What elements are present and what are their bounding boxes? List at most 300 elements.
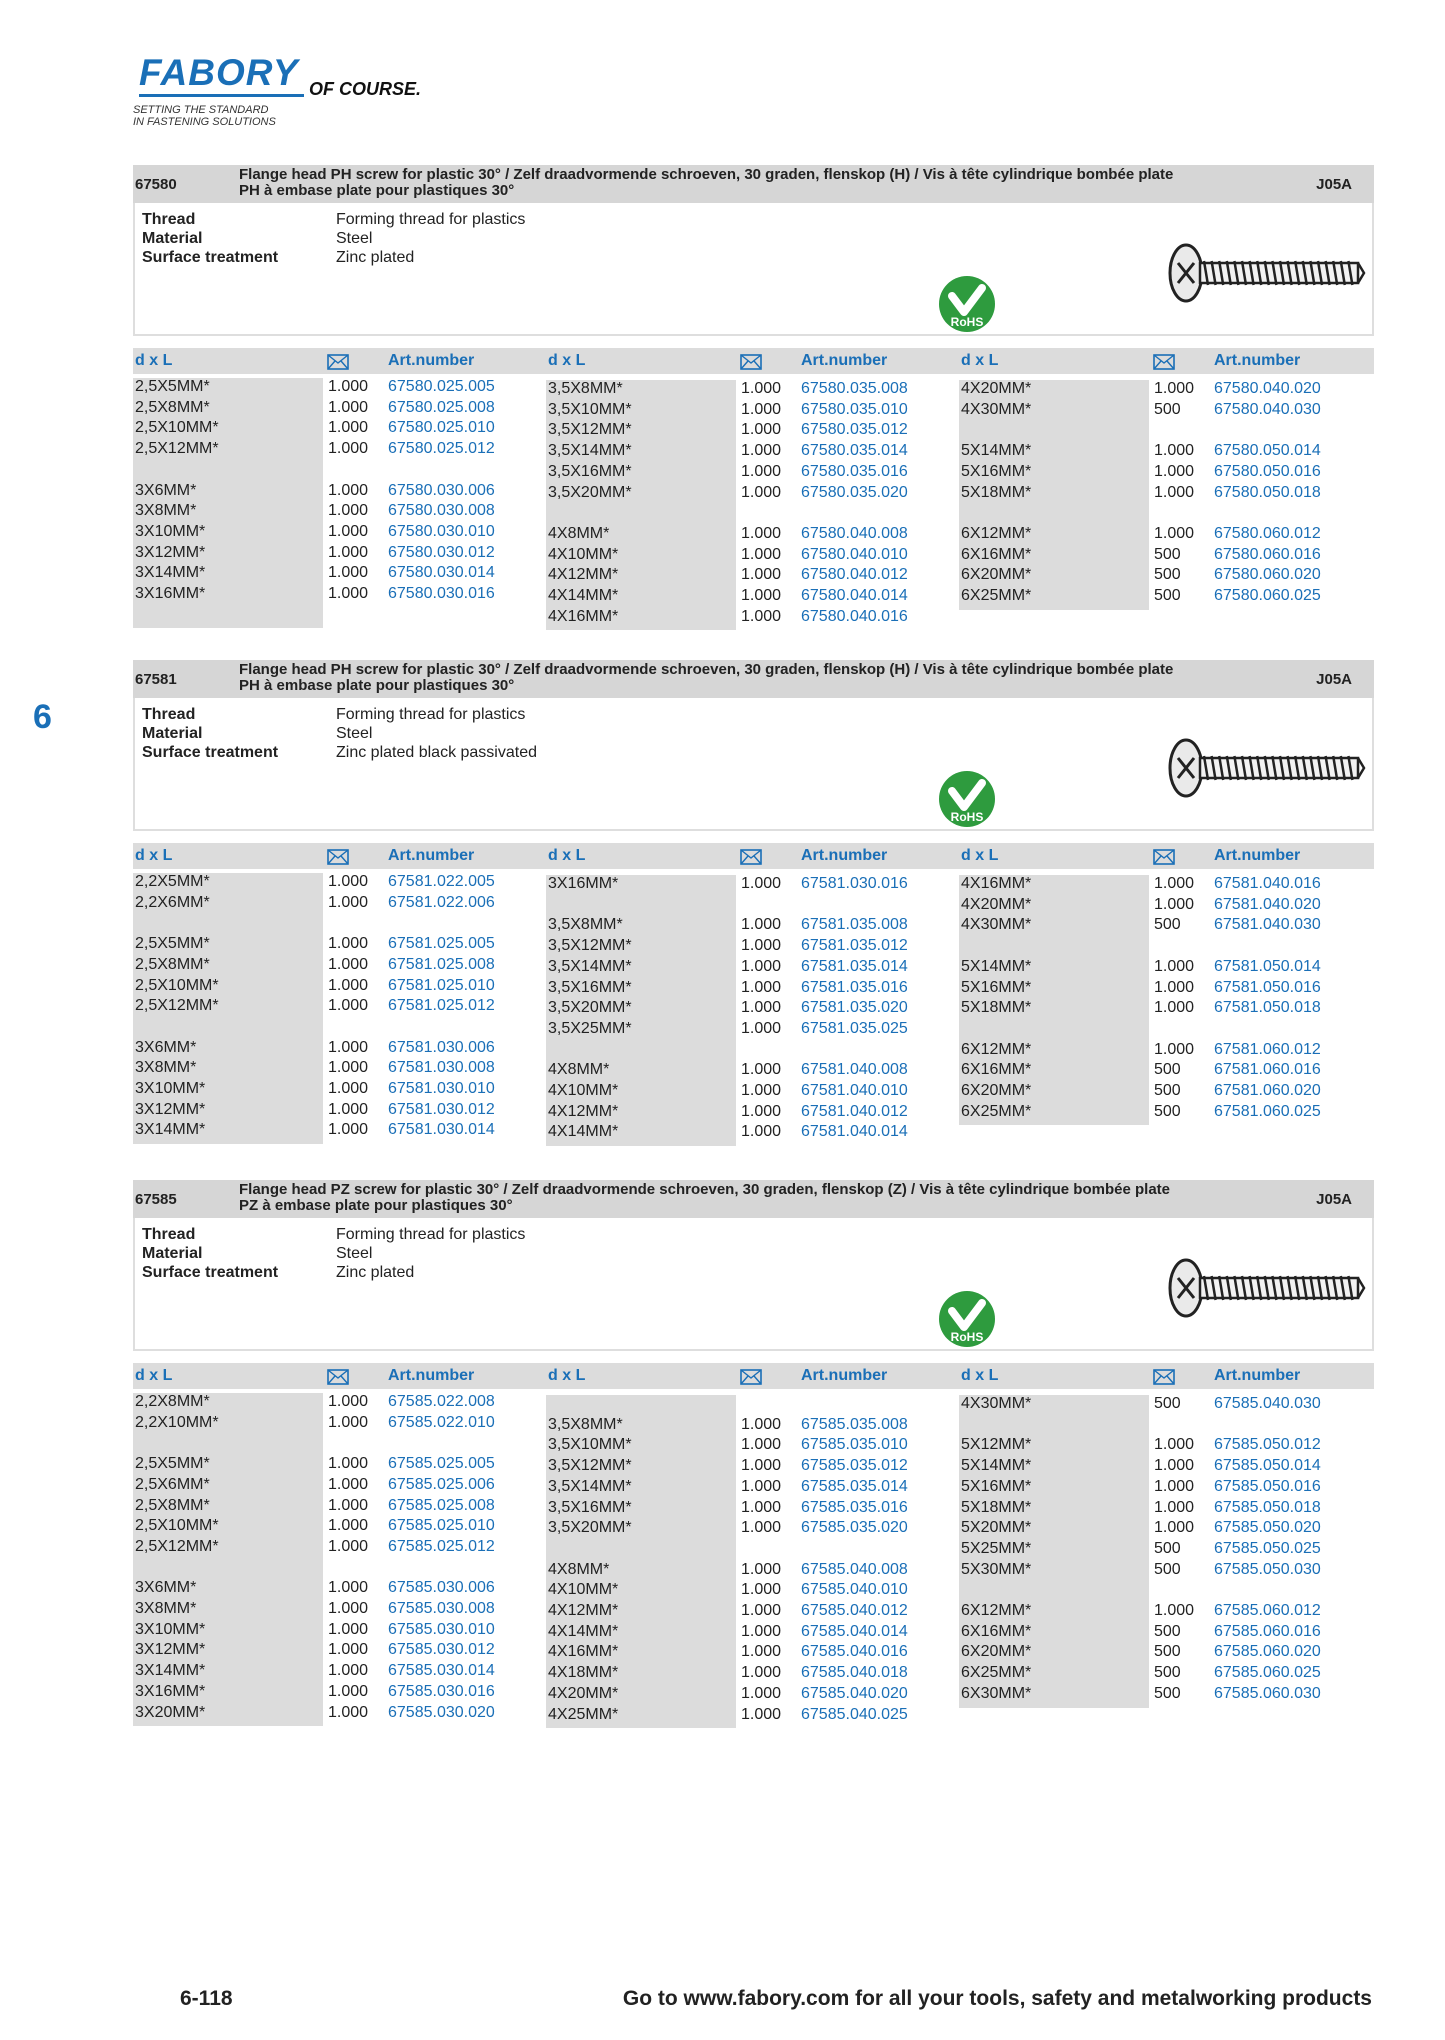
pack-quantity: 1.000 [1154,957,1195,975]
article-number[interactable]: 67581.035.020 [801,999,908,1017]
article-number[interactable]: 67580.030.016 [388,585,495,602]
dimension: 4X16MM* [961,875,1032,892]
rohs-badge-icon [936,769,998,829]
article-number[interactable]: 67585.050.025 [1214,1539,1321,1557]
dimension: 5X16MM* [961,1477,1032,1495]
dimension: 4X12MM* [548,1602,619,1619]
pack-quantity: 1.000 [1154,442,1195,460]
pack-quantity: 1.000 [741,483,782,501]
article-number[interactable]: 67585.025.010 [388,1517,495,1535]
column-header-dxl: d x L [135,352,173,369]
dimension: 3,5X25MM* [548,1019,632,1037]
column-header-art: Art.number [388,847,475,864]
article-number[interactable]: 67585.030.014 [388,1662,495,1680]
dimension: 3X20MM* [135,1703,206,1721]
dimension: 2,5X12MM* [135,997,219,1015]
article-number[interactable]: 67581.040.014 [801,1123,908,1141]
dimension: 4X20MM* [961,380,1032,397]
pack-quantity: 1.000 [741,1664,782,1682]
dimension: 3,5X12MM* [548,937,632,955]
article-number[interactable]: 67580.025.005 [388,378,495,395]
article-number[interactable]: 67581.025.008 [388,955,495,973]
tagline-line-2: IN FASTENING SOLUTIONS [133,116,276,128]
pack-quantity: 1.000 [741,875,782,892]
pack-quantity: 1.000 [328,1038,369,1056]
article-number[interactable]: 67581.060.020 [1214,1082,1321,1099]
brand-underline [139,94,304,97]
dimension: 4X10MM* [548,1082,619,1099]
article-number[interactable]: 67581.060.012 [1214,1040,1321,1058]
dimension: 4X20MM* [961,895,1032,913]
article-number[interactable]: 67581.050.016 [1214,978,1321,996]
pack-quantity: 1.000 [1154,1457,1195,1475]
article-number[interactable]: 67585.050.030 [1214,1560,1321,1578]
spec-value: Forming thread for plastics [336,211,526,228]
dimension: 4X20MM* [548,1684,619,1702]
dimension: 6X12MM* [961,1040,1032,1058]
dimension: 4X30MM* [961,400,1032,418]
article-number[interactable]: 67581.060.025 [1214,1102,1321,1120]
pack-quantity: 1.000 [741,421,782,439]
article-number[interactable]: 67581.060.016 [1214,1061,1321,1079]
article-number[interactable]: 67580.025.008 [388,398,495,416]
article-number[interactable]: 67581.040.012 [801,1102,908,1120]
pack-quantity: 1.000 [1154,483,1195,501]
package-icon [1153,1369,1175,1385]
spec-value: Steel [336,725,373,742]
dimension: 5X18MM* [961,999,1032,1017]
spec-label: Material [142,725,203,742]
pack-quantity: 1.000 [1154,978,1195,996]
pack-quantity: 1.000 [1154,1040,1195,1058]
pack-quantity: 1.000 [328,1413,369,1431]
title-line-1: Flange head PZ screw for plastic 30° / Zelf draadvormende schroeven, 30 graden, flenskop (Z) / Vis à tête cylindrique bombée plate [239,1181,1170,1198]
pack-quantity: 1.000 [741,462,782,480]
column-header-dxl: d x L [135,847,173,864]
rohs-badge [936,274,998,339]
article-number[interactable]: 67580.030.010 [388,522,495,540]
pack-quantity: 1.000 [741,1560,782,1578]
pack-quantity: 1.000 [1154,380,1195,397]
article-number[interactable]: 67581.022.006 [388,893,495,911]
pack-quantity: 1.000 [1154,462,1195,480]
spec-value: Steel [336,230,373,247]
article-number[interactable]: 67581.035.014 [801,957,908,975]
pack-quantity: 1.000 [741,566,782,584]
dimension: 4X10MM* [548,545,619,563]
article-number[interactable]: 67580.050.018 [1214,483,1321,501]
rohs-badge-icon [936,274,998,334]
article-number[interactable]: 67580.040.014 [801,587,908,604]
column-header-art: Art.number [388,352,475,369]
pack-quantity: 1.000 [741,1477,782,1495]
article-number[interactable]: 67585.030.008 [388,1600,495,1617]
pack-quantity: 1.000 [328,1121,369,1139]
article-number[interactable]: 67581.030.012 [388,1100,495,1118]
article-number[interactable]: 67585.060.025 [1214,1664,1321,1682]
pack-quantity: 1.000 [328,1475,369,1493]
article-number[interactable]: 67581.025.005 [388,935,495,953]
pack-quantity: 1.000 [741,1415,782,1433]
pack-quantity: 1.000 [741,545,782,563]
dimension: 4X18MM* [548,1664,619,1682]
rohs-text: RoHS [950,810,984,824]
pack-quantity: 500 [1154,1061,1181,1079]
article-number[interactable]: 67580.060.012 [1214,524,1321,542]
pack-quantity: 1.000 [741,1102,782,1120]
column-header-dxl: d x L [548,847,586,864]
article-number[interactable]: 67580.035.020 [801,483,908,501]
article-number[interactable]: 67581.050.014 [1214,957,1321,975]
article-number[interactable]: 67585.040.025 [801,1705,908,1723]
article-number[interactable]: 67580.040.010 [801,545,908,563]
dimension: 3,5X16MM* [548,978,632,996]
column-header-dxl: d x L [961,352,999,369]
pack-quantity: 1.000 [1154,999,1195,1017]
article-number[interactable]: 67581.040.008 [801,1061,908,1079]
article-number[interactable]: 67585.040.016 [801,1643,908,1661]
pack-quantity: 1.000 [1154,524,1195,542]
pack-quantity: 1.000 [328,1517,369,1535]
rohs-badge [936,1289,998,1354]
product-section-67581 [133,660,1374,1141]
title-line-2: PH à embase plate pour plastiques 30° [239,182,515,199]
pack-quantity: 1.000 [741,1457,782,1475]
spec-label: Surface treatment [142,1264,279,1281]
article-number[interactable]: 67585.050.014 [1214,1457,1321,1475]
article-number[interactable]: 67581.050.018 [1214,999,1321,1017]
article-number[interactable]: 67585.060.012 [1214,1602,1321,1619]
pack-quantity: 1.000 [328,522,369,540]
article-number[interactable]: 67585.035.014 [801,1477,908,1495]
article-number[interactable]: 67585.040.020 [801,1684,908,1702]
spec-label: Surface treatment [142,249,279,266]
dimension: 3X12MM* [135,1100,206,1118]
article-number[interactable]: 67585.022.008 [388,1393,495,1410]
article-number[interactable]: 67585.040.014 [801,1622,908,1640]
pack-quantity: 1.000 [741,1082,782,1099]
brand-name: FABORY [139,52,299,93]
pack-quantity: 500 [1154,587,1181,604]
dimension: 4X14MM* [548,587,619,604]
article-number[interactable]: 67585.025.008 [388,1496,495,1514]
pack-quantity: 1.000 [328,419,369,437]
article-number[interactable]: 67581.030.010 [388,1080,495,1097]
article-number[interactable]: 67581.035.012 [801,937,908,955]
article-number[interactable]: 67585.060.020 [1214,1643,1321,1661]
article-number[interactable]: 67585.025.005 [388,1455,495,1473]
category-code: J05A [1316,1191,1352,1208]
article-number[interactable]: 67585.030.016 [388,1682,495,1700]
dimension: 3X14MM* [135,564,206,582]
dimension: 6X25MM* [961,1664,1032,1682]
pack-quantity: 1.000 [328,873,369,890]
pack-quantity: 1.000 [328,1455,369,1473]
pack-quantity: 1.000 [741,1643,782,1661]
screw-illustration [1166,732,1366,809]
article-number[interactable]: 67581.030.016 [801,875,908,892]
column-header-art: Art.number [388,1367,475,1384]
pack-quantity: 1.000 [741,957,782,975]
dimension: 2,2X5MM* [135,873,210,890]
pack-quantity: 1.000 [328,955,369,973]
chapter-number: 6 [33,698,52,736]
article-number[interactable]: 67580.025.012 [388,440,495,458]
dimension: 6X16MM* [961,545,1032,563]
dimension: 4X12MM* [548,566,619,584]
product-section-67585 [133,1180,1374,1723]
article-number[interactable]: 67585.060.016 [1214,1622,1321,1640]
article-number[interactable]: 67581.030.014 [388,1121,495,1139]
article-number[interactable]: 67581.040.016 [1214,875,1321,892]
article-number[interactable]: 67580.040.020 [1214,380,1321,397]
article-number[interactable]: 67580.035.010 [801,400,908,418]
pack-quantity: 500 [1154,566,1181,584]
spec-value: Zinc plated black passivated [336,744,537,761]
article-number[interactable]: 67581.035.016 [801,978,908,996]
pack-quantity: 500 [1154,1082,1181,1099]
article-number[interactable]: 67580.035.012 [801,421,908,439]
article-number[interactable]: 67580.040.012 [801,566,908,584]
pack-quantity: 1.000 [741,442,782,460]
title-line-2: PZ à embase plate pour plastiques 30° [239,1197,513,1214]
dimension: 5X14MM* [961,442,1032,460]
package-icon [327,354,349,370]
screw-image [1166,1252,1366,1324]
spec-value: Steel [336,1245,373,1262]
article-number[interactable]: 67585.040.010 [801,1581,908,1599]
pack-quantity: 1.000 [1154,875,1195,892]
article-number[interactable]: 67580.035.008 [801,380,908,397]
page-number: 6-118 [180,1987,233,2010]
dimension: 6X12MM* [961,1602,1032,1619]
package-icon [327,1369,349,1385]
pack-quantity: 1.000 [328,1393,369,1410]
spec-panel [133,1218,1374,1351]
category-code: J05A [1316,671,1352,688]
article-number[interactable]: 67580.060.016 [1214,545,1321,563]
spec-label: Thread [142,1226,196,1243]
article-number[interactable]: 67585.035.010 [801,1436,908,1454]
pack-quantity: 1.000 [741,1019,782,1037]
pack-quantity: 1.000 [1154,895,1195,913]
pack-quantity: 1.000 [1154,1602,1195,1619]
article-number[interactable]: 67580.030.006 [388,481,495,499]
product-code: 67585 [135,1191,177,1208]
dimension: 3X10MM* [135,1080,206,1097]
article-number[interactable]: 67585.040.030 [1214,1395,1321,1412]
article-number[interactable]: 67580.040.008 [801,524,908,542]
product-code: 67581 [135,671,177,688]
dimension: 3,5X14MM* [548,1477,632,1495]
pack-quantity: 1.000 [328,502,369,520]
pack-quantity: 500 [1154,1664,1181,1682]
article-number[interactable]: 67585.025.012 [388,1537,495,1555]
article-number[interactable]: 67580.040.016 [801,607,908,625]
dimension: 3X10MM* [135,1620,206,1638]
brand-logo [133,52,433,132]
section-header [133,165,1374,203]
article-number[interactable]: 67585.035.008 [801,1415,908,1433]
article-number[interactable]: 67581.030.006 [388,1038,495,1056]
dimension: 2,5X8MM* [135,398,210,416]
dimension: 4X14MM* [548,1123,619,1141]
article-number[interactable]: 67580.030.008 [388,502,495,520]
article-number[interactable]: 67585.050.016 [1214,1477,1321,1495]
article-number[interactable]: 67585.030.010 [388,1620,495,1638]
pack-quantity: 1.000 [328,1496,369,1514]
dimension: 2,5X10MM* [135,1517,219,1535]
pack-quantity: 500 [1154,400,1181,418]
article-number[interactable]: 67580.035.014 [801,442,908,460]
dimension: 3,5X10MM* [548,400,632,418]
product-title [239,1182,1239,1214]
column-header-art: Art.number [1214,1367,1301,1384]
article-number[interactable]: 67581.035.008 [801,916,908,934]
dimension: 4X8MM* [548,1061,610,1079]
article-number[interactable]: 67581.025.012 [388,997,495,1015]
footer-text: Go to www.fabory.com for all your tools, safety and metalworking products [622,1987,1372,2010]
pack-quantity: 1.000 [741,1498,782,1516]
spec-label: Thread [142,706,196,723]
dimension: 3X6MM* [135,1038,197,1056]
article-number[interactable]: 67581.035.025 [801,1019,908,1037]
pack-quantity: 500 [1154,1622,1181,1640]
dimension: 3X14MM* [135,1662,206,1680]
dimension: 3,5X16MM* [548,1498,632,1516]
column-header-dxl: d x L [135,1367,173,1384]
dimension: 3,5X14MM* [548,442,632,460]
pack-quantity: 1.000 [741,524,782,542]
column-header-dxl: d x L [961,847,999,864]
article-number[interactable]: 67580.040.030 [1214,400,1321,418]
spec-panel [133,203,1374,336]
article-number[interactable]: 67580.030.014 [388,564,495,582]
article-number[interactable]: 67585.025.006 [388,1475,495,1493]
article-number[interactable]: 67580.060.020 [1214,566,1321,584]
article-number[interactable]: 67585.060.030 [1214,1684,1321,1702]
spec-label: Surface treatment [142,744,279,761]
rohs-text: RoHS [950,315,984,329]
article-number[interactable]: 67585.050.018 [1214,1498,1321,1516]
article-number[interactable]: 67581.040.020 [1214,895,1321,913]
pack-quantity: 1.000 [741,999,782,1017]
article-number[interactable]: 67585.040.018 [801,1664,908,1682]
pack-quantity: 1.000 [328,564,369,582]
article-number[interactable]: 67581.022.005 [388,873,495,890]
pack-quantity: 1.000 [741,380,782,397]
article-number[interactable]: 67580.060.025 [1214,587,1321,604]
article-number[interactable]: 67580.030.012 [388,543,495,561]
title-line-1: Flange head PH screw for plastic 30° / Zelf draadvormende schroeven, 30 graden, flenskop (H) / Vis à tête cylindrique bombée plate [239,661,1174,678]
article-number[interactable]: 67581.040.030 [1214,916,1321,934]
dimension: 6X30MM* [961,1684,1032,1702]
spec-panel [133,698,1374,831]
pack-quantity: 500 [1154,916,1181,934]
article-number[interactable]: 67585.030.012 [388,1641,495,1659]
dimension: 2,5X5MM* [135,935,210,953]
pack-quantity: 1.000 [328,585,369,602]
pack-quantity: 1.000 [1154,1498,1195,1516]
dimension: 2,2X6MM* [135,893,210,911]
article-number[interactable]: 67585.050.012 [1214,1436,1321,1454]
article-number[interactable]: 67585.040.012 [801,1602,908,1619]
rohs-badge [936,769,998,834]
spec-label: Thread [142,211,196,228]
dimension: 6X25MM* [961,1102,1032,1120]
category-code: J05A [1316,176,1352,193]
pack-quantity: 1.000 [1154,1436,1195,1454]
dimension: 3X6MM* [135,481,197,499]
spec-value: Forming thread for plastics [336,706,526,723]
article-number[interactable]: 67585.035.020 [801,1519,908,1537]
pack-quantity: 1.000 [328,1100,369,1118]
pack-quantity: 1.000 [328,893,369,911]
article-number[interactable]: 67585.050.020 [1214,1519,1321,1537]
pack-quantity: 1.000 [1154,1519,1195,1537]
pack-quantity: 1.000 [328,481,369,499]
article-number[interactable]: 67580.050.014 [1214,442,1321,460]
pack-quantity: 1.000 [328,1662,369,1680]
pack-quantity: 1.000 [741,937,782,955]
dimension: 3X8MM* [135,1059,197,1077]
article-number[interactable]: 67581.040.010 [801,1082,908,1099]
pack-quantity: 1.000 [328,1579,369,1597]
article-number[interactable]: 67581.025.010 [388,976,495,994]
article-number[interactable]: 67585.030.020 [388,1703,495,1721]
dimension: 5X14MM* [961,1457,1032,1475]
article-number[interactable]: 67580.035.016 [801,462,908,480]
dimension: 3,5X20MM* [548,1519,632,1537]
dimension: 2,5X5MM* [135,1455,210,1473]
pack-quantity: 1.000 [328,440,369,458]
dimension: 5X18MM* [961,483,1032,501]
package-icon [740,849,762,865]
dimension: 3,5X8MM* [548,916,623,934]
table-header [133,1363,1374,1389]
article-number[interactable]: 67585.035.016 [801,1498,908,1516]
dimension: 3,5X20MM* [548,483,632,501]
article-number[interactable]: 67585.035.012 [801,1457,908,1475]
column-header-dxl: d x L [548,1367,586,1384]
table-header [133,843,1374,869]
screw-illustration [1166,1252,1366,1329]
pack-quantity: 500 [1154,1684,1181,1702]
dimension: 6X20MM* [961,1643,1032,1661]
dimension: 5X12MM* [961,1436,1032,1454]
dimension: 6X20MM* [961,566,1032,584]
spec-label: Material [142,230,203,247]
dimension: 4X30MM* [961,1395,1032,1412]
dimension: 5X14MM* [961,957,1032,975]
pack-quantity: 1.000 [741,1684,782,1702]
dimension: 3X12MM* [135,543,206,561]
dimension: 4X8MM* [548,1560,610,1578]
article-number[interactable]: 67585.030.006 [388,1579,495,1597]
article-number[interactable]: 67581.030.008 [388,1059,495,1077]
brand-tagline [133,104,276,128]
article-number[interactable]: 67585.040.008 [801,1560,908,1578]
dimension: 3X10MM* [135,522,206,540]
dimension: 2,5X12MM* [135,1537,219,1555]
article-number[interactable]: 67585.022.010 [388,1413,495,1431]
article-number[interactable]: 67580.025.010 [388,419,495,437]
brand-slogan: OF COURSE. [309,79,422,99]
article-number[interactable]: 67580.050.016 [1214,462,1321,480]
dimension: 2,5X10MM* [135,419,219,437]
dimension: 2,5X8MM* [135,1496,210,1514]
package-icon [1153,354,1175,370]
